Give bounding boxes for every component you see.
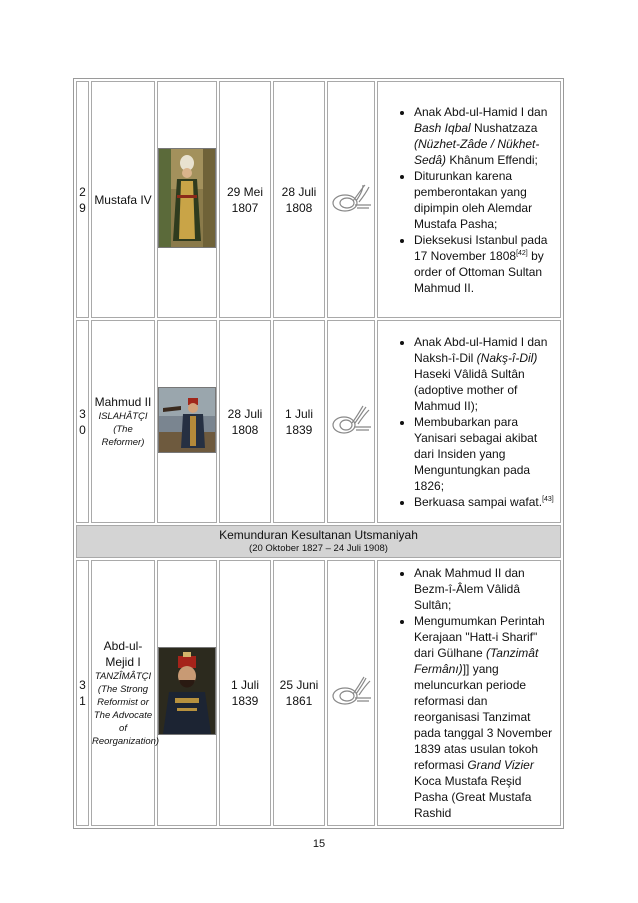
note-item: • Anak Abd-ul-Hamid I dan Bash Iqbal Nushatzaza (Nüzhet-Zâde / Nükhet-Sedâ) Khânum Effendi; [414, 104, 556, 168]
page-number: 15 [312, 838, 326, 850]
sultan-number: 3 1 [76, 560, 89, 826]
reign-end: 25 Juni 1861 [273, 560, 325, 826]
notes-list [378, 334, 556, 510]
notes-list [378, 104, 556, 296]
reign-start: 1 Juli 1839 [219, 560, 271, 826]
notes-list [378, 565, 556, 821]
section-range: (20 Oktober 1827 – 24 Juli 1908) [249, 543, 388, 554]
tughra-icon [329, 403, 373, 437]
tughra-cell [327, 560, 375, 826]
section-title: Kemunduran Kesultanan Utsmaniyah [219, 528, 418, 542]
notes-cell [377, 560, 561, 826]
note-item: • Anak Abd-ul-Hamid I dan Naksh-î-Dil (Nakş-î-Dil) Haseki Vâlidâ Sultân (adoptive mother of Mahmud II); [414, 334, 556, 414]
sultan-title: ISLAHÂTÇI (The Reformer) [98, 411, 148, 448]
note-item: • Anak Mahmud II dan Bezm-î-Âlem Vâlidâ Sultân; [414, 565, 556, 613]
tughra-icon [329, 181, 373, 215]
sultan-title: TANZÎMÂTÇI (The Strong Reformist or The Advocate of Reorganization) [92, 671, 160, 747]
portrait-cell [157, 320, 217, 523]
tughra-cell [327, 81, 375, 318]
notes-cell [377, 81, 561, 318]
reign-end: 1 Juli 1839 [273, 320, 325, 523]
sultan-number: 3 0 [76, 320, 89, 523]
sultan-name: Mahmud II ISLAHÂTÇI (The Reformer) [91, 320, 155, 523]
tughra-cell [327, 320, 375, 523]
section-header [76, 525, 561, 558]
portrait-cell [157, 560, 217, 826]
notes-cell [377, 320, 561, 523]
portrait-abdul-mejid-i [158, 647, 216, 735]
reign-end: 28 Juli 1808 [273, 81, 325, 318]
reign-start: 28 Juli 1808 [219, 320, 271, 523]
note-item: • Mengumumkan Perintah Kerajaan "Hatt-i Sharif" dari Gülhane (Tanzimât Fermânı)]] yang meluncurkan periode reformasi dan reorganisasi Tanzimat pada tanggal 3 November 1839 atas usulan tokoh reformasi Grand Vizier Koca Mustafa Reşid Pasha (Great Mustafa Rashid [414, 613, 556, 821]
portrait-mustafa-iv [158, 148, 216, 248]
sultan-name: Abd-ul-Mejid I TANZÎMÂTÇI (The Strong Reformist or The Advocate of Reorganization) [91, 560, 155, 826]
sultan-name: Mustafa IV [91, 81, 155, 318]
sultan-number: 2 9 [76, 81, 89, 318]
note-item: • Membubarkan para Yanisari sebagai akibat dari Insiden yang Menguntungkan pada 1826; [414, 414, 556, 494]
note-item: • Diturunkan karena pemberontakan yang dipimpin oleh Alemdar Mustafa Pasha; [414, 168, 556, 232]
table-row [76, 81, 561, 318]
table-row [76, 320, 561, 523]
table-row [76, 560, 561, 826]
section-header-row [76, 525, 561, 558]
sultans-table [73, 78, 564, 829]
note-item: • Dieksekusi Istanbul pada 17 November 1808[42] by order of Ottoman Sultan Mahmud II. [414, 232, 556, 296]
note-item: • Berkuasa sampai wafat.[43] [414, 494, 556, 510]
reign-start: 29 Mei 1807 [219, 81, 271, 318]
tughra-icon [329, 674, 373, 708]
portrait-cell [157, 81, 217, 318]
portrait-mahmud-ii [158, 387, 216, 453]
